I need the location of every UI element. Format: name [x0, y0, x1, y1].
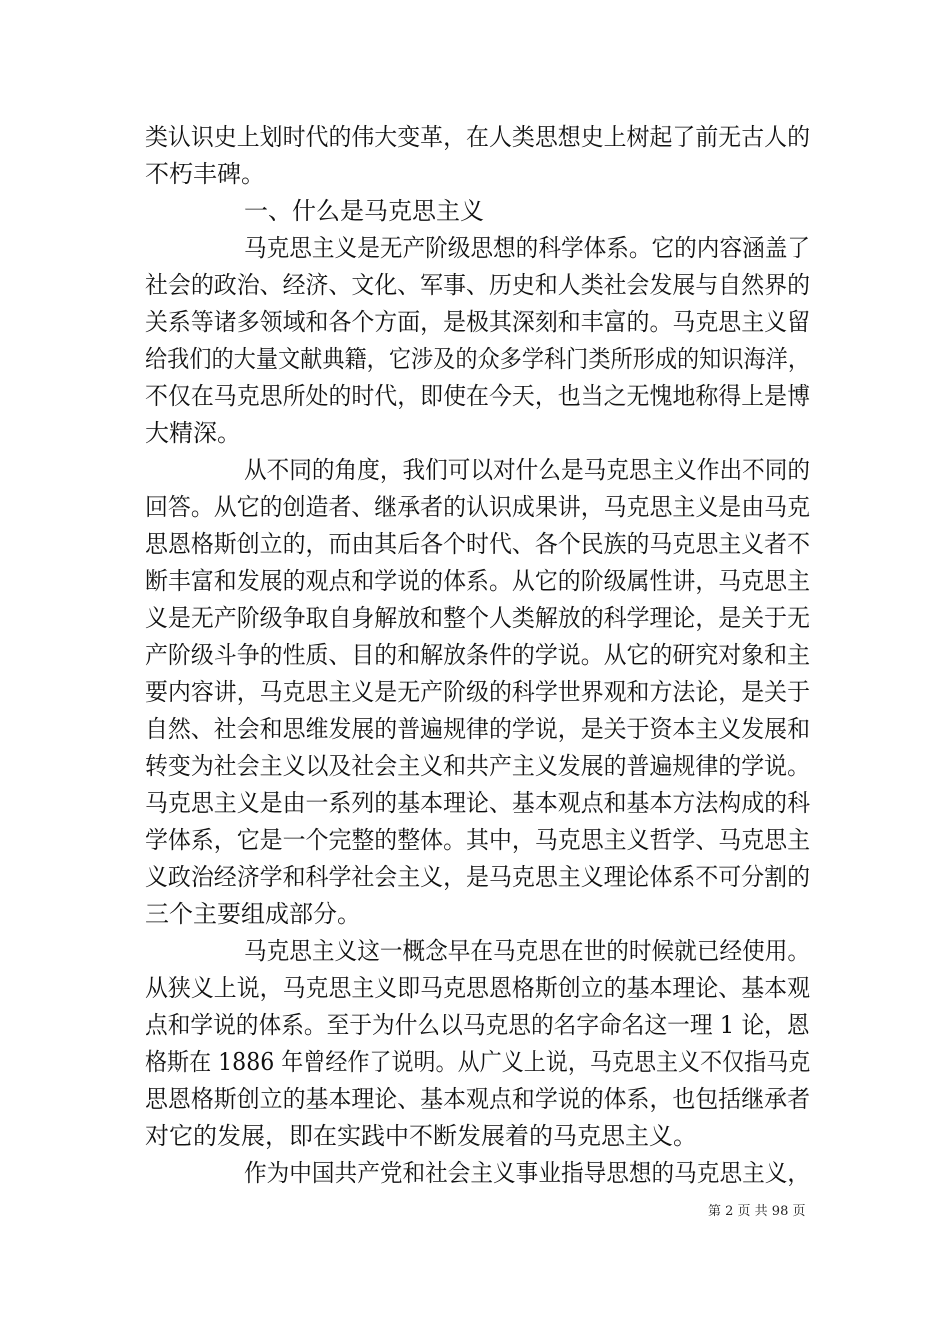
- text-line-22: 三个主要组成部分。: [145, 900, 361, 928]
- text-line-27: 思恩格斯创立的基本理论、基本观点和学说的体系，也包括继承者: [145, 1085, 810, 1113]
- text-line-29: 作为中国共产党和社会主义事业指导思想的马克思主义，: [244, 1159, 810, 1187]
- text-line-5: 社会的政治、经济、文化、军事、历史和人类社会发展与自然界的: [145, 271, 810, 299]
- text-line-20: 学体系，它是一个完整的整体。其中，马克思主义哲学、马克思主: [145, 826, 810, 854]
- text-line-15: 产阶级斗争的性质、目的和解放条件的学说。从它的研究对象和主: [145, 641, 810, 669]
- text-line-25: 点和学说的体系。至于为什么以马克思的名字命名这一理 1 论，恩: [145, 1011, 810, 1039]
- text-line-7: 给我们的大量文献典籍，它涉及的众多学科门类所形成的知识海洋，: [145, 345, 810, 373]
- text-line-6: 关系等诸多领域和各个方面，是极其深刻和丰富的。马克思主义留: [145, 308, 810, 336]
- text-line-12: 思恩格斯创立的，而由其后各个时代、各个民族的马克思主义者不: [145, 530, 810, 558]
- text-line-11: 回答。从它的创造者、继承者的认识成果讲，马克思主义是由马克: [145, 493, 810, 521]
- text-line-4: 马克思主义是无产阶级思想的科学体系。它的内容涵盖了: [244, 234, 810, 262]
- text-line-26: 格斯在 1886 年曾经作了说明。从广义上说，马克思主义不仅指马克: [145, 1048, 811, 1076]
- text-line-1: 类认识史上划时代的伟大变革，在人类思想史上树起了前无古人的: [145, 123, 810, 151]
- text-line-21: 义政治经济学和科学社会主义，是马克思主义理论体系不可分割的: [145, 863, 810, 891]
- text-line-8: 不仅在马克思所处的时代，即使在今天，也当之无愧地称得上是博: [145, 382, 810, 410]
- text-line-18: 转变为社会主义以及社会主义和共产主义发展的普遍规律的学说。: [145, 752, 810, 780]
- page-number-footer: 第 2 页 共 98 页: [708, 1204, 806, 1219]
- text-line-28: 对它的发展，即在实践中不断发展着的马克思主义。: [145, 1122, 697, 1150]
- text-line-23: 马克思主义这一概念早在马克思在世的时候就已经使用。: [244, 937, 810, 965]
- text-line-19: 马克思主义是由一系列的基本理论、基本观点和基本方法构成的科: [145, 789, 810, 817]
- text-line-10: 从不同的角度，我们可以对什么是马克思主义作出不同的: [244, 456, 810, 484]
- text-line-9: 大精深。: [145, 419, 241, 447]
- text-line-16: 要内容讲，马克思主义是无产阶级的科学世界观和方法论，是关于: [145, 678, 810, 706]
- text-line-17: 自然、社会和思维发展的普遍规律的学说，是关于资本主义发展和: [145, 715, 810, 743]
- text-line-24: 从狭义上说，马克思主义即马克思恩格斯创立的基本理论、基本观: [145, 974, 810, 1002]
- text-line-13: 断丰富和发展的观点和学说的体系。从它的阶级属性讲，马克思主: [145, 567, 810, 595]
- section-heading: 一、什么是马克思主义: [244, 197, 484, 225]
- text-line-2: 不朽丰碑。: [145, 160, 265, 188]
- text-line-14: 义是无产阶级争取自身解放和整个人类解放的科学理论，是关于无: [145, 604, 810, 632]
